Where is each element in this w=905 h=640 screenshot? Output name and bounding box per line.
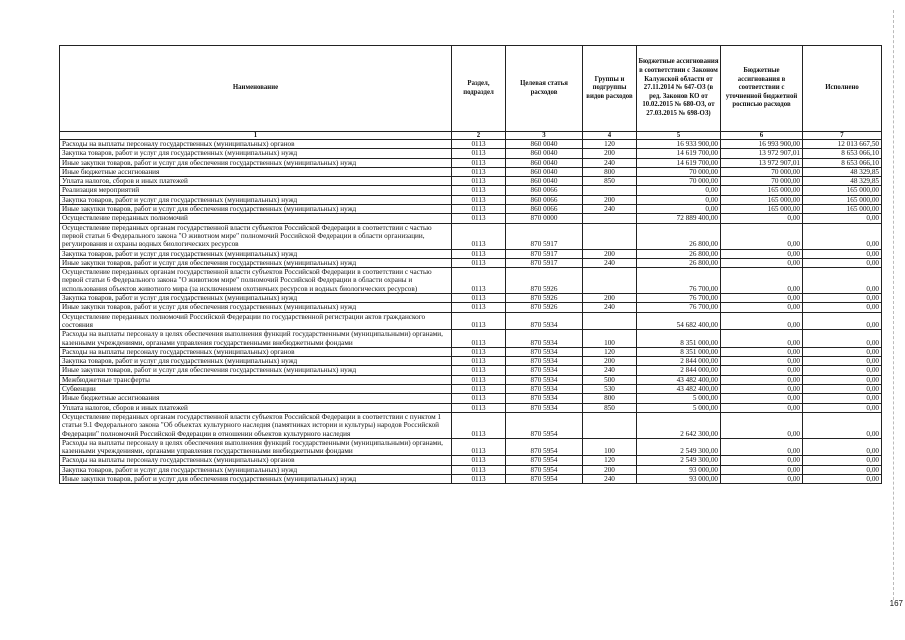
row-target: 870 5926 bbox=[506, 294, 583, 303]
row-group bbox=[583, 412, 637, 438]
row-target: 870 5934 bbox=[506, 366, 583, 375]
row-allocated: 0,00 bbox=[721, 223, 803, 249]
row-section: 0113 bbox=[452, 205, 506, 214]
row-budget: 70 000,00 bbox=[637, 167, 721, 176]
row-target: 870 5934 bbox=[506, 330, 583, 348]
row-budget: 54 682 400,00 bbox=[637, 312, 721, 330]
row-budget: 2 549 300,00 bbox=[637, 456, 721, 465]
row-name: Иные закупки товаров, работ и услуг для обеспечения государственных (муниципальных) нужд bbox=[60, 303, 452, 312]
row-section: 0113 bbox=[452, 303, 506, 312]
col-number: 3 bbox=[506, 132, 583, 140]
row-section: 0113 bbox=[452, 294, 506, 303]
table-row bbox=[60, 412, 882, 438]
row-executed: 0,00 bbox=[803, 474, 882, 483]
row-group: 850 bbox=[583, 403, 637, 412]
row-allocated: 165 000,00 bbox=[721, 195, 803, 204]
row-executed: 0,00 bbox=[803, 223, 882, 249]
table-row bbox=[60, 465, 882, 474]
row-group: 240 bbox=[583, 158, 637, 167]
row-budget: 43 482 400,00 bbox=[637, 385, 721, 394]
row-target: 860 0040 bbox=[506, 140, 583, 149]
row-section: 0113 bbox=[452, 357, 506, 366]
row-target: 860 0040 bbox=[506, 167, 583, 176]
row-allocated: 0,00 bbox=[721, 294, 803, 303]
row-group: 240 bbox=[583, 205, 637, 214]
row-executed: 48 329,85 bbox=[803, 167, 882, 176]
table-row bbox=[60, 214, 882, 223]
row-budget: 76 700,00 bbox=[637, 303, 721, 312]
row-name: Закупка товаров, работ и услуг для государственных (муниципальных) нужд bbox=[60, 465, 452, 474]
table-row bbox=[60, 195, 882, 204]
row-allocated: 13 972 907,01 bbox=[721, 149, 803, 158]
row-name: Расходы на выплаты персоналу государственных (муниципальных) органов bbox=[60, 140, 452, 149]
row-executed: 0,00 bbox=[803, 357, 882, 366]
row-group: 240 bbox=[583, 303, 637, 312]
row-allocated: 0,00 bbox=[721, 312, 803, 330]
table-row bbox=[60, 140, 882, 149]
table-row bbox=[60, 366, 882, 375]
table-header bbox=[60, 46, 882, 140]
row-name: Осуществление переданных органам государственной власти субъектов Российской Федерации в соответствии с пунктом 1 статьи 9.1 Федерального закона "Об объектах культурного наследия (памятниках истории и культуры) народов Российской Федерации" полномочий Российской Федерации в отношении объектов культурного наследия bbox=[60, 412, 452, 438]
row-budget: 16 933 900,00 bbox=[637, 140, 721, 149]
row-name: Иные закупки товаров, работ и услуг для обеспечения государственных (муниципальных) нужд bbox=[60, 205, 452, 214]
row-target: 860 0040 bbox=[506, 149, 583, 158]
row-allocated: 0,00 bbox=[721, 347, 803, 356]
row-allocated: 0,00 bbox=[721, 412, 803, 438]
row-executed: 0,00 bbox=[803, 258, 882, 267]
row-section: 0113 bbox=[452, 177, 506, 186]
row-allocated: 0,00 bbox=[721, 438, 803, 456]
row-allocated: 0,00 bbox=[721, 357, 803, 366]
row-executed: 0,00 bbox=[803, 438, 882, 456]
row-group: 800 bbox=[583, 167, 637, 176]
row-executed: 0,00 bbox=[803, 403, 882, 412]
row-target: 860 0066 bbox=[506, 195, 583, 204]
table-row bbox=[60, 167, 882, 176]
row-group: 120 bbox=[583, 140, 637, 149]
row-budget: 26 800,00 bbox=[637, 223, 721, 249]
row-group: 500 bbox=[583, 375, 637, 384]
row-target: 870 5917 bbox=[506, 258, 583, 267]
row-executed: 165 000,00 bbox=[803, 186, 882, 195]
row-executed: 48 329,85 bbox=[803, 177, 882, 186]
row-budget: 2 844 000,00 bbox=[637, 366, 721, 375]
row-section: 0113 bbox=[452, 214, 506, 223]
col-number: 5 bbox=[637, 132, 721, 140]
row-executed: 0,00 bbox=[803, 268, 882, 294]
row-budget: 93 000,00 bbox=[637, 474, 721, 483]
row-group bbox=[583, 223, 637, 249]
row-allocated: 0,00 bbox=[721, 375, 803, 384]
col-number: 4 bbox=[583, 132, 637, 140]
row-target: 870 5934 bbox=[506, 385, 583, 394]
row-executed: 0,00 bbox=[803, 347, 882, 356]
row-group: 200 bbox=[583, 465, 637, 474]
row-section: 0113 bbox=[452, 167, 506, 176]
row-allocated: 0,00 bbox=[721, 465, 803, 474]
row-budget: 2 549 300,00 bbox=[637, 438, 721, 456]
row-name: Расходы на выплаты персоналу в целях обеспечения выполнения функций государственными (муниципальными) органами, казенными учреждениями, органами управления государственными внебюджетными фондами bbox=[60, 438, 452, 456]
row-section: 0113 bbox=[452, 195, 506, 204]
row-group: 100 bbox=[583, 330, 637, 348]
row-executed: 0,00 bbox=[803, 465, 882, 474]
row-group: 120 bbox=[583, 456, 637, 465]
row-budget: 26 800,00 bbox=[637, 258, 721, 267]
row-group: 200 bbox=[583, 249, 637, 258]
table-row bbox=[60, 294, 882, 303]
row-budget: 93 000,00 bbox=[637, 465, 721, 474]
row-group: 240 bbox=[583, 258, 637, 267]
row-budget: 76 700,00 bbox=[637, 294, 721, 303]
budget-execution-table bbox=[59, 45, 882, 484]
row-section: 0113 bbox=[452, 375, 506, 384]
table-row bbox=[60, 268, 882, 294]
row-group: 240 bbox=[583, 474, 637, 483]
row-section: 0113 bbox=[452, 474, 506, 483]
row-executed: 12 013 667,50 bbox=[803, 140, 882, 149]
row-allocated: 0,00 bbox=[721, 385, 803, 394]
row-name: Осуществление переданных органам государственной власти субъектов Российской Федерации в соответствии с частью первой статьи 6 Федерального закона "О животном мире" полномочий Российской Федерации в области организации, регулирования и охраны водных биологических ресурсов bbox=[60, 223, 452, 249]
table-row bbox=[60, 357, 882, 366]
budget-table-sheet bbox=[59, 45, 881, 484]
row-executed: 0,00 bbox=[803, 214, 882, 223]
table-row bbox=[60, 403, 882, 412]
row-budget: 0,00 bbox=[637, 205, 721, 214]
row-name: Иные закупки товаров, работ и услуг для обеспечения государственных (муниципальных) нужд bbox=[60, 474, 452, 483]
col-header-name: Наименование bbox=[60, 46, 452, 132]
row-budget: 8 351 000,00 bbox=[637, 347, 721, 356]
row-name: Закупка товаров, работ и услуг для государственных (муниципальных) нужд bbox=[60, 249, 452, 258]
row-target: 870 5917 bbox=[506, 249, 583, 258]
row-allocated: 165 000,00 bbox=[721, 205, 803, 214]
row-name: Субвенции bbox=[60, 385, 452, 394]
row-group: 100 bbox=[583, 438, 637, 456]
row-target: 860 0040 bbox=[506, 158, 583, 167]
row-target: 870 5917 bbox=[506, 223, 583, 249]
row-budget: 0,00 bbox=[637, 195, 721, 204]
row-executed: 0,00 bbox=[803, 330, 882, 348]
table-row bbox=[60, 258, 882, 267]
table-row bbox=[60, 385, 882, 394]
row-group: 200 bbox=[583, 149, 637, 158]
row-section: 0113 bbox=[452, 312, 506, 330]
row-name: Расходы на выплаты персоналу государственных (муниципальных) органов bbox=[60, 347, 452, 356]
table-row bbox=[60, 223, 882, 249]
row-executed: 0,00 bbox=[803, 412, 882, 438]
table-row bbox=[60, 186, 882, 195]
row-budget: 14 619 700,00 bbox=[637, 158, 721, 167]
table-row bbox=[60, 312, 882, 330]
table-row bbox=[60, 347, 882, 356]
row-group bbox=[583, 214, 637, 223]
row-group: 200 bbox=[583, 195, 637, 204]
row-name: Расходы на выплаты персоналу в целях обеспечения выполнения функций государственными (муниципальными) органами, казенными учреждениями, органами управления государственными внебюджетными фондами bbox=[60, 330, 452, 348]
row-section: 0113 bbox=[452, 438, 506, 456]
page-number: 167 bbox=[889, 599, 903, 608]
row-section: 0113 bbox=[452, 158, 506, 167]
row-group: 120 bbox=[583, 347, 637, 356]
col-header-allocated: Бюджетные ассигнования в соответствии с уточненной бюджетной росписью расходов bbox=[721, 46, 803, 132]
row-target: 870 5934 bbox=[506, 312, 583, 330]
row-section: 0113 bbox=[452, 347, 506, 356]
row-target: 860 0066 bbox=[506, 205, 583, 214]
table-row bbox=[60, 394, 882, 403]
table-row bbox=[60, 158, 882, 167]
row-executed: 8 653 066,10 bbox=[803, 158, 882, 167]
row-allocated: 0,00 bbox=[721, 249, 803, 258]
row-budget: 43 482 400,00 bbox=[637, 375, 721, 384]
row-name: Осуществление переданных органам государственной власти субъектов Российской Федерации в соответствии с частью первой статьи 6 Федерального закона "О животном мире" полномочий Российской Федерации в области охраны и использования объектов животного мира (за исключением охотничьих ресурсов и водных биологических ресурсов) bbox=[60, 268, 452, 294]
col-number: 2 bbox=[452, 132, 506, 140]
row-target: 870 5954 bbox=[506, 438, 583, 456]
row-budget: 26 800,00 bbox=[637, 249, 721, 258]
row-section: 0113 bbox=[452, 140, 506, 149]
row-executed: 165 000,00 bbox=[803, 195, 882, 204]
row-executed: 0,00 bbox=[803, 375, 882, 384]
row-allocated: 16 993 900,00 bbox=[721, 140, 803, 149]
row-name: Закупка товаров, работ и услуг для государственных (муниципальных) нужд bbox=[60, 149, 452, 158]
row-executed: 0,00 bbox=[803, 294, 882, 303]
row-allocated: 0,00 bbox=[721, 258, 803, 267]
row-section: 0113 bbox=[452, 149, 506, 158]
col-header-section: Раздел, подраздел bbox=[452, 46, 506, 132]
row-section: 0113 bbox=[452, 394, 506, 403]
row-target: 870 5954 bbox=[506, 412, 583, 438]
row-target: 870 5926 bbox=[506, 303, 583, 312]
row-target: 870 5926 bbox=[506, 268, 583, 294]
row-budget: 2 642 300,00 bbox=[637, 412, 721, 438]
table-row bbox=[60, 375, 882, 384]
row-section: 0113 bbox=[452, 456, 506, 465]
row-executed: 0,00 bbox=[803, 303, 882, 312]
row-section: 0113 bbox=[452, 412, 506, 438]
row-budget: 2 844 000,00 bbox=[637, 357, 721, 366]
col-number: 7 bbox=[803, 132, 882, 140]
col-header-executed: Исполнено bbox=[803, 46, 882, 132]
row-budget: 8 351 000,00 bbox=[637, 330, 721, 348]
row-name: Расходы на выплаты персоналу государственных (муниципальных) органов bbox=[60, 456, 452, 465]
row-allocated: 0,00 bbox=[721, 268, 803, 294]
row-executed: 0,00 bbox=[803, 385, 882, 394]
row-executed: 0,00 bbox=[803, 366, 882, 375]
row-name: Закупка товаров, работ и услуг для государственных (муниципальных) нужд bbox=[60, 195, 452, 204]
row-allocated: 0,00 bbox=[721, 394, 803, 403]
row-group: 240 bbox=[583, 366, 637, 375]
row-target: 870 5954 bbox=[506, 474, 583, 483]
row-section: 0113 bbox=[452, 186, 506, 195]
row-name: Закупка товаров, работ и услуг для государственных (муниципальных) нужд bbox=[60, 357, 452, 366]
row-allocated: 0,00 bbox=[721, 214, 803, 223]
row-allocated: 0,00 bbox=[721, 456, 803, 465]
row-target: 870 5934 bbox=[506, 375, 583, 384]
table-row bbox=[60, 249, 882, 258]
row-allocated: 70 000,00 bbox=[721, 167, 803, 176]
row-executed: 165 000,00 bbox=[803, 205, 882, 214]
table-row bbox=[60, 330, 882, 348]
row-allocated: 0,00 bbox=[721, 403, 803, 412]
row-name: Осуществление переданных полномочий bbox=[60, 214, 452, 223]
row-section: 0113 bbox=[452, 330, 506, 348]
row-allocated: 0,00 bbox=[721, 474, 803, 483]
row-budget: 14 619 700,00 bbox=[637, 149, 721, 158]
row-budget: 70 000,00 bbox=[637, 177, 721, 186]
row-section: 0113 bbox=[452, 223, 506, 249]
row-name: Уплата налогов, сборов и иных платежей bbox=[60, 177, 452, 186]
row-section: 0113 bbox=[452, 268, 506, 294]
row-target: 870 5934 bbox=[506, 403, 583, 412]
row-allocated: 165 000,00 bbox=[721, 186, 803, 195]
row-target: 870 5934 bbox=[506, 347, 583, 356]
page-edge-guide bbox=[893, 10, 895, 600]
row-name: Иные бюджетные ассигнования bbox=[60, 394, 452, 403]
row-name: Реализация мероприятий bbox=[60, 186, 452, 195]
row-group: 800 bbox=[583, 394, 637, 403]
row-allocated: 70 000,00 bbox=[721, 177, 803, 186]
row-allocated: 0,00 bbox=[721, 330, 803, 348]
col-number: 1 bbox=[60, 132, 452, 140]
row-executed: 0,00 bbox=[803, 312, 882, 330]
row-group: 850 bbox=[583, 177, 637, 186]
row-executed: 0,00 bbox=[803, 394, 882, 403]
row-section: 0113 bbox=[452, 258, 506, 267]
col-header-budget: Бюджетные ассигнования в соответствии с Законом Калужской области от 27.11.2014 № 647-ОЗ (в ред. Законов КО от 10.02.2015 № 680-ОЗ, от 27.03.2015 № 698-ОЗ) bbox=[637, 46, 721, 132]
col-number: 6 bbox=[721, 132, 803, 140]
row-name: Уплата налогов, сборов и иных платежей bbox=[60, 403, 452, 412]
row-name: Закупка товаров, работ и услуг для государственных (муниципальных) нужд bbox=[60, 294, 452, 303]
row-name: Иные закупки товаров, работ и услуг для обеспечения государственных (муниципальных) нужд bbox=[60, 158, 452, 167]
col-header-group: Группы и подгруппы видов расходов bbox=[583, 46, 637, 132]
row-budget: 76 700,00 bbox=[637, 268, 721, 294]
row-section: 0113 bbox=[452, 366, 506, 375]
row-allocated: 0,00 bbox=[721, 303, 803, 312]
row-group bbox=[583, 312, 637, 330]
row-name: Иные закупки товаров, работ и услуг для обеспечения государственных (муниципальных) нужд bbox=[60, 366, 452, 375]
table-body bbox=[60, 140, 882, 484]
row-target: 870 5934 bbox=[506, 394, 583, 403]
table-row bbox=[60, 474, 882, 483]
row-group: 200 bbox=[583, 357, 637, 366]
row-budget: 72 889 400,00 bbox=[637, 214, 721, 223]
row-target: 860 0066 bbox=[506, 186, 583, 195]
row-section: 0113 bbox=[452, 465, 506, 474]
row-name: Иные закупки товаров, работ и услуг для обеспечения государственных (муниципальных) нужд bbox=[60, 258, 452, 267]
table-row bbox=[60, 456, 882, 465]
row-executed: 0,00 bbox=[803, 456, 882, 465]
table-row bbox=[60, 303, 882, 312]
row-section: 0113 bbox=[452, 403, 506, 412]
table-row bbox=[60, 205, 882, 214]
table-row bbox=[60, 438, 882, 456]
table-row bbox=[60, 149, 882, 158]
row-executed: 8 653 066,10 bbox=[803, 149, 882, 158]
row-allocated: 13 972 907,01 bbox=[721, 158, 803, 167]
row-target: 870 5934 bbox=[506, 357, 583, 366]
row-name: Осуществление переданных полномочий Российской Федерации по государственной регистрации актов гражданского состояния bbox=[60, 312, 452, 330]
col-header-target: Целевая статья расходов bbox=[506, 46, 583, 132]
row-group: 200 bbox=[583, 294, 637, 303]
row-target: 870 0000 bbox=[506, 214, 583, 223]
row-section: 0113 bbox=[452, 385, 506, 394]
row-budget: 5 000,00 bbox=[637, 394, 721, 403]
row-executed: 0,00 bbox=[803, 249, 882, 258]
row-budget: 0,00 bbox=[637, 186, 721, 195]
row-group bbox=[583, 186, 637, 195]
row-name: Межбюджетные трансферты bbox=[60, 375, 452, 384]
row-group: 530 bbox=[583, 385, 637, 394]
row-group bbox=[583, 268, 637, 294]
row-section: 0113 bbox=[452, 249, 506, 258]
row-name: Иные бюджетные ассигнования bbox=[60, 167, 452, 176]
row-target: 870 5954 bbox=[506, 456, 583, 465]
row-budget: 5 000,00 bbox=[637, 403, 721, 412]
row-target: 870 5954 bbox=[506, 465, 583, 474]
row-target: 860 0040 bbox=[506, 177, 583, 186]
table-row bbox=[60, 177, 882, 186]
row-allocated: 0,00 bbox=[721, 366, 803, 375]
